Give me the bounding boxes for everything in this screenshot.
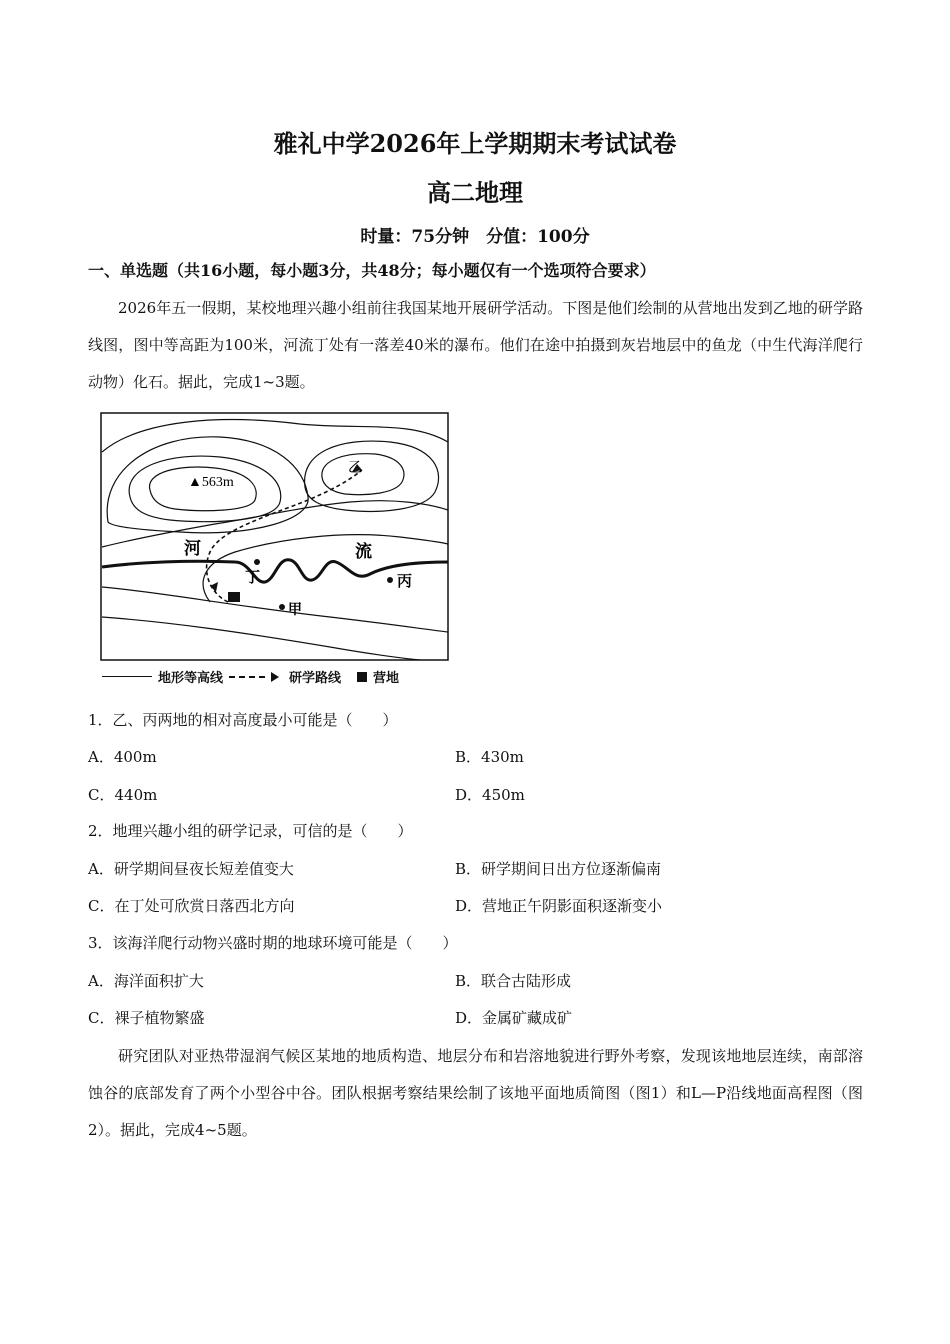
question-3: 3．该海洋爬行动物兴盛时期的地球环境可能是（ ） — [88, 934, 458, 952]
q1-option-a: A．400m — [88, 748, 157, 766]
label-jia: 甲 — [288, 602, 302, 618]
q3-option-c: C．裸子植物繁盛 — [88, 1009, 205, 1027]
question-2: 2．地理兴趣小组的研学记录，可信的是（ ） — [88, 822, 413, 840]
label-ding: 丁 — [245, 568, 261, 586]
route-arrowhead — [210, 582, 218, 592]
section-heading: 一、单选题（共16小题，每小题3分，共48分；每小题仅有一个选项符合要求） — [88, 261, 656, 280]
exam-title: 雅礼中学2026年上学期期末考试试卷 — [273, 129, 677, 158]
contour-line — [322, 454, 404, 495]
q2-option-b: B．研学期间日出方位逐渐偏南 — [455, 860, 662, 878]
camp-marker — [228, 592, 240, 602]
q1-option-b: B．430m — [455, 748, 524, 766]
point-jia — [279, 604, 285, 610]
exam-info: 时量：75分钟 分值：100分 — [360, 227, 590, 247]
contour-line — [102, 617, 420, 660]
route-legend-line — [229, 676, 265, 678]
q2-option-a: A．研学期间昼夜长短差值变大 — [88, 860, 294, 878]
passage-1: 2026年五一假期，某校地理兴趣小组前往我国某地开展研学活动。下图是他们绘制的从营地出发到乙地的研学路线图，图中等高距为100米，河流丁处有一落差40米的瀑布。他们在途中拍摄到灰岩地层中的鱼龙（中生代海洋爬行动物）化石。据此，完成1~3题。 — [88, 299, 863, 391]
q3-option-a: A．海洋面积扩大 — [88, 972, 204, 990]
route-contour-map — [100, 412, 450, 662]
contour-line — [102, 420, 448, 452]
q1-option-c: C．440m — [88, 786, 158, 804]
q3-option-b: B．联合古陆形成 — [455, 972, 572, 990]
route-legend-arrow — [271, 672, 279, 682]
map-legend — [102, 667, 399, 686]
legend-camp-label: 营地 — [373, 671, 400, 686]
contour-line — [102, 587, 448, 632]
label-bing: 丙 — [397, 572, 413, 590]
camp-legend-icon — [357, 672, 367, 682]
point-bing — [387, 577, 393, 583]
passage-2: 研究团队对亚热带湿润气候区某地的地质构造、地层分布和岩溶地貌进行野外考察，发现该地地层连续，南部溶蚀谷的底部发育了两个小型谷中谷。团队根据考察结果绘制了该地平面地质简图（图1）和L—P沿线地面高程图（图2）。据此，完成4~5题。 — [88, 1047, 863, 1139]
question-1: 1．乙、丙两地的相对高度最小可能是（ ） — [88, 711, 398, 729]
label-river-he: 河 — [184, 539, 201, 559]
label-yi: 乙 — [348, 460, 362, 476]
contour-legend-line — [102, 676, 152, 677]
legend-route-label: 研学路线 — [289, 671, 342, 686]
point-ding — [254, 559, 260, 565]
q3-option-d: D．金属矿藏成矿 — [455, 1009, 573, 1027]
q2-option-c: C．在丁处可欣赏日落西北方向 — [88, 897, 295, 915]
q2-option-d: D．营地正午阴影面积逐渐变小 — [455, 897, 663, 915]
peak-label: ▲563m — [188, 475, 234, 490]
label-river-liu: 流 — [355, 542, 372, 562]
subject-title: 高二地理 — [427, 178, 523, 207]
legend-contour-label: 地形等高线 — [158, 671, 224, 686]
q1-option-d: D．450m — [455, 786, 525, 804]
